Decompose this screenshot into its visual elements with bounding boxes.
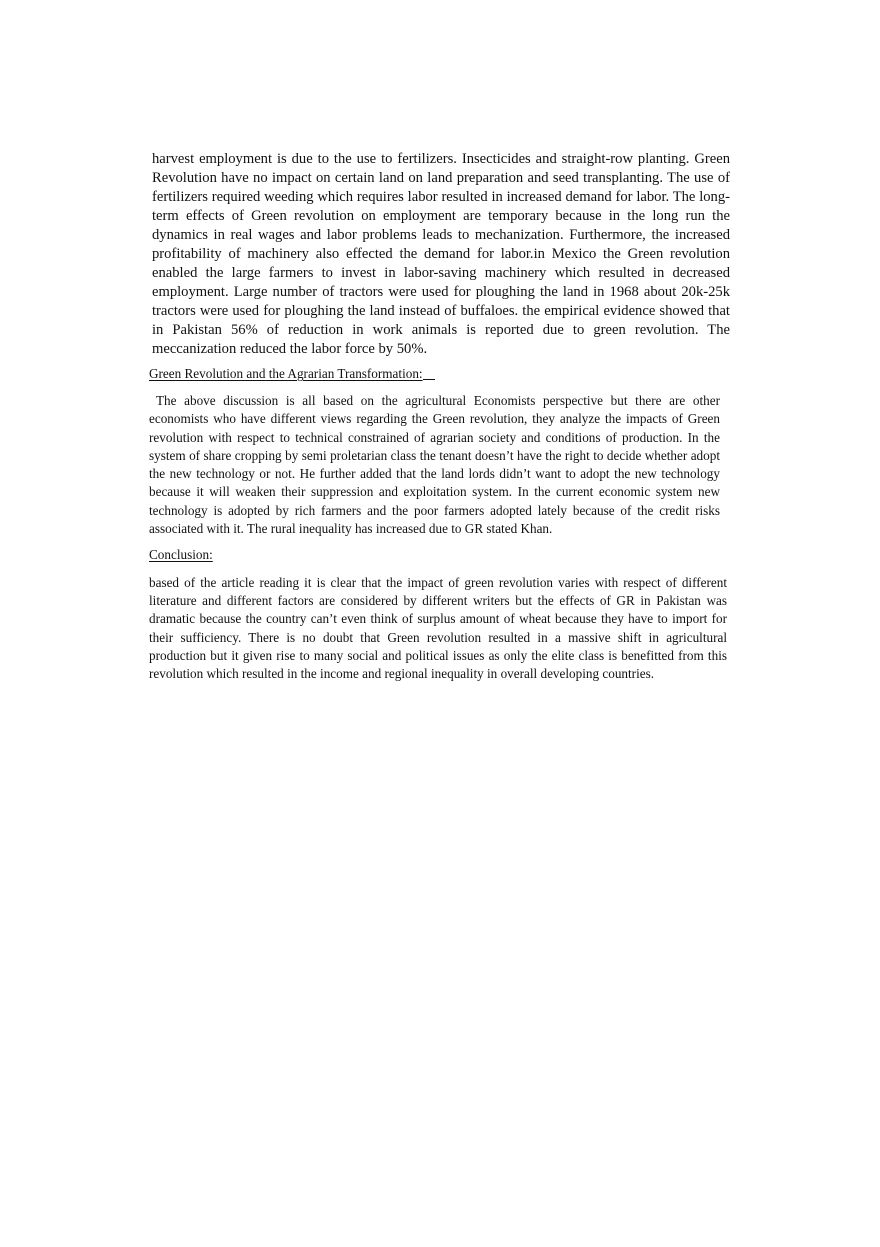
- section-heading-agrarian-transformation: Green Revolution and the Agrarian Transformation:: [149, 366, 435, 382]
- body-paragraph-employment: harvest employment is due to the use to fertilizers. Insecticides and straight-row planting. Green Revolution have no impact on certain land on land preparation and seed transplanting. The use of fertilizers required weeding which requires labor resulted in increased demand for labor. The long-term effects of Green revolution on employment are temporary because in the long run the dynamics in real wages and labor problems leads to mechanization. Furthermore, the increased profitability of machinery also effected the demand for labor.in Mexico the Green revolution enabled the large farmers to invest in labor-saving machinery which resulted in decreased employment. Large number of tractors were used for ploughing the land in 1968 about 20k-25k tractors were used for ploughing the land instead of buffaloes. the empirical evidence showed that in Pakistan 56% of reduction in work animals is reported due to green revolution. The meccanization reduced the labor force by 50%.: [152, 151, 730, 357]
- body-paragraph-conclusion: based of the article reading it is clear that the impact of green revolution varies with respect of different literature and different factors are considered by different writers but the effects of GR in Pakistan was dramatic because the country can’t even think of surplus amount of wheat because they have to import for their sufficiency. There is no doubt that Green revolution resulted in a massive shift in agricultural production but it given rise to many social and political issues as only the elite class is benefitted from this revolution which resulted in the income and regional inequality in overall developing countries.: [149, 575, 727, 682]
- body-paragraph-agrarian-transformation: The above discussion is all based on the agricultural Economists perspective but there are other economists who have different views regarding the Green revolution, they analyze the impacts of Green revolution with respect to technical constrained of agrarian society and conditions of production. In the system of share cropping by semi proletarian class the tenant doesn’t have the right to decide whether adopt the new technology or not. He further added that the land lords didn’t want to adopt the new technology because it will weaken their suppression and exploitation system. In the current economic system new technology is adopted by rich farmers and the poor farmers adopted lately because of the credit risks associated with it. The rural inequality has increased due to GR stated Khan.: [149, 393, 720, 537]
- section-heading-conclusion: Conclusion:: [149, 547, 213, 562]
